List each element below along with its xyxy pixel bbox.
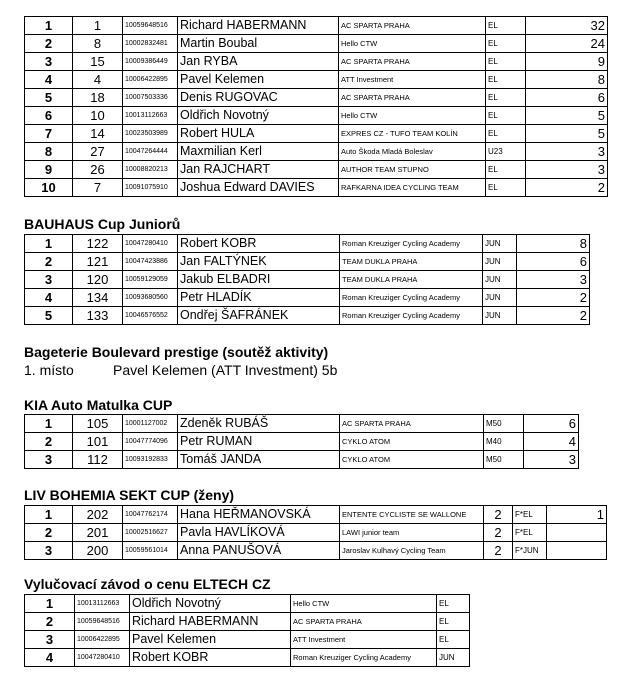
points-cell: 6 xyxy=(526,89,608,107)
team-cell: EXPRES CZ - TUFO TEAM KOLÍN xyxy=(339,125,486,143)
bageterie-place: 1. místo xyxy=(24,362,74,378)
rider-name-cell: Oldřich Novotný xyxy=(178,107,339,125)
section-title-bauhaus: BAUHAUS Cup Juniorů xyxy=(24,216,181,232)
rank-cell: 3 xyxy=(25,271,73,289)
table-row xyxy=(25,524,607,542)
uci-id-cell: 10013112663 xyxy=(75,595,130,613)
team-cell: Hello CTW xyxy=(339,35,486,53)
rank-cell: 1 xyxy=(25,17,73,35)
section-title-eltech: Vylučovací závod o cenu ELTECH CZ xyxy=(24,576,271,592)
rider-name-cell: Petr HLADÍK xyxy=(178,289,340,307)
value-cell: 2 xyxy=(484,506,513,524)
rider-name-cell: Jan RAJCHART xyxy=(178,161,339,179)
table-row xyxy=(25,595,470,613)
section-title-liv: LIV BOHEMIA SEKT CUP (ženy) xyxy=(24,487,235,503)
rider-name-cell: Jakub ELBADRI xyxy=(178,271,340,289)
points-cell: 32 xyxy=(526,17,608,35)
category-cell: EL xyxy=(486,107,526,125)
category-cell: JUN xyxy=(483,253,517,271)
table-row xyxy=(25,235,590,253)
rider-name-cell: Pavel Kelemen xyxy=(130,631,291,649)
team-cell: Auto Škoda Mladá Boleslav xyxy=(339,143,486,161)
start-number-cell: 10 xyxy=(73,107,123,125)
points-cell: 5 xyxy=(526,125,608,143)
category-cell: M40 xyxy=(484,433,524,451)
team-cell: CYKLO ATOM xyxy=(340,433,484,451)
points-cell: 3 xyxy=(526,143,608,161)
uci-id-cell: 10009386449 xyxy=(123,53,178,71)
category-cell: F*JUN xyxy=(513,542,547,560)
table-row xyxy=(25,71,608,89)
rider-name-cell: Anna PANUŠOVÁ xyxy=(178,542,340,560)
points-cell: 2 xyxy=(517,289,590,307)
rank-cell: 3 xyxy=(25,542,73,560)
start-number-cell: 8 xyxy=(73,35,123,53)
rider-name-cell: Richard HABERMANN xyxy=(178,17,339,35)
uci-id-cell: 10007503336 xyxy=(123,89,178,107)
rank-cell: 5 xyxy=(25,307,73,325)
rider-name-cell: Jan RYBA xyxy=(178,53,339,71)
points-cell: 5 xyxy=(526,107,608,125)
points-cell: 4 xyxy=(524,433,579,451)
uci-id-cell: 10046576552 xyxy=(123,307,178,325)
team-cell: CYKLO ATOM xyxy=(340,451,484,469)
uci-id-cell: 10093680560 xyxy=(123,289,178,307)
uci-id-cell: 10047264444 xyxy=(123,143,178,161)
uci-id-cell: 10006422895 xyxy=(75,631,130,649)
table-row xyxy=(25,415,579,433)
rank-cell: 9 xyxy=(25,161,73,179)
table-row xyxy=(25,542,607,560)
uci-id-cell: 10059648516 xyxy=(75,613,130,631)
start-number-cell: 15 xyxy=(73,53,123,71)
start-number-cell: 201 xyxy=(73,524,123,542)
uci-id-cell: 10023503989 xyxy=(123,125,178,143)
category-cell: JUN xyxy=(483,235,517,253)
results-table-main xyxy=(24,16,608,197)
results-table-eltech xyxy=(24,594,470,667)
team-cell: AUTHOR TEAM STUPNO xyxy=(339,161,486,179)
table-row xyxy=(25,143,608,161)
rank-cell: 8 xyxy=(25,143,73,161)
start-number-cell: 112 xyxy=(73,451,123,469)
team-cell: ATT Investment xyxy=(339,71,486,89)
section-title-kia: KIA Auto Matulka CUP xyxy=(24,397,173,413)
table-row xyxy=(25,631,470,649)
table-row xyxy=(25,271,590,289)
category-cell: EL xyxy=(486,71,526,89)
category-cell: JUN xyxy=(437,649,470,667)
table-row xyxy=(25,433,579,451)
results-table-liv xyxy=(24,505,607,560)
points-cell: 6 xyxy=(524,415,579,433)
rank-cell: 4 xyxy=(25,71,73,89)
category-cell: JUN xyxy=(483,307,517,325)
results-table-kia xyxy=(24,414,579,469)
table-row xyxy=(25,53,608,71)
category-cell: EL xyxy=(437,631,470,649)
rank-cell: 1 xyxy=(25,595,75,613)
results-table-body xyxy=(25,235,590,325)
category-cell: M50 xyxy=(484,415,524,433)
table-row xyxy=(25,35,608,53)
category-cell: EL xyxy=(486,35,526,53)
start-number-cell: 101 xyxy=(73,433,123,451)
results-table-body xyxy=(25,17,608,197)
start-number-cell: 4 xyxy=(73,71,123,89)
rank-cell: 4 xyxy=(25,289,73,307)
rider-name-cell: Zdeněk RUBÁŠ xyxy=(178,415,340,433)
table-row xyxy=(25,17,608,35)
uci-id-cell: 10047762174 xyxy=(123,506,178,524)
rider-name-cell: Denis RUGOVAC xyxy=(178,89,339,107)
points-cell xyxy=(547,542,607,560)
points-cell: 2 xyxy=(517,307,590,325)
points-cell: 1 xyxy=(547,506,607,524)
start-number-cell: 18 xyxy=(73,89,123,107)
rider-name-cell: Petr RUMAN xyxy=(178,433,340,451)
results-table-bauhaus xyxy=(24,234,590,325)
uci-id-cell: 10001127002 xyxy=(123,415,178,433)
team-cell: Jaroslav Kulhavý Cycling Team xyxy=(340,542,484,560)
table-row xyxy=(25,506,607,524)
start-number-cell: 120 xyxy=(73,271,123,289)
team-cell: LAWI junior team xyxy=(340,524,484,542)
table-row xyxy=(25,107,608,125)
category-cell: EL xyxy=(486,125,526,143)
rank-cell: 5 xyxy=(25,89,73,107)
rider-name-cell: Richard HABERMANN xyxy=(130,613,291,631)
rank-cell: 3 xyxy=(25,53,73,71)
team-cell: TEAM DUKLA PRAHA xyxy=(340,271,483,289)
rank-cell: 2 xyxy=(25,253,73,271)
category-cell: EL xyxy=(486,179,526,197)
category-cell: EL xyxy=(486,161,526,179)
start-number-cell: 105 xyxy=(73,415,123,433)
rider-name-cell: Joshua Edward DAVIES xyxy=(178,179,339,197)
start-number-cell: 14 xyxy=(73,125,123,143)
rider-name-cell: Tomáš JANDA xyxy=(178,451,340,469)
bageterie-winner: Pavel Kelemen (ATT Investment) 5b xyxy=(113,362,338,378)
table-row xyxy=(25,179,608,197)
table-row xyxy=(25,307,590,325)
uci-id-cell: 10091075910 xyxy=(123,179,178,197)
points-cell: 24 xyxy=(526,35,608,53)
rider-name-cell: Robert KOBR xyxy=(130,649,291,667)
rider-name-cell: Maxmilian Kerl xyxy=(178,143,339,161)
team-cell: ENTENTE CYCLISTE SE WALLONE xyxy=(340,506,484,524)
category-cell: EL xyxy=(437,595,470,613)
team-cell: Hello CTW xyxy=(291,595,437,613)
rider-name-cell: Oldřich Novotný xyxy=(130,595,291,613)
table-row xyxy=(25,89,608,107)
points-cell: 6 xyxy=(517,253,590,271)
team-cell: Roman Kreuziger Cycling Academy xyxy=(340,307,483,325)
points-cell: 8 xyxy=(526,71,608,89)
team-cell: AC SPARTA PRAHA xyxy=(340,415,484,433)
points-cell xyxy=(547,524,607,542)
results-table-body xyxy=(25,506,607,560)
rank-cell: 4 xyxy=(25,649,75,667)
points-cell: 9 xyxy=(526,53,608,71)
rider-name-cell: Ondřej ŠAFRÁNEK xyxy=(178,307,340,325)
uci-id-cell: 10013112663 xyxy=(123,107,178,125)
team-cell: ATT Investment xyxy=(291,631,437,649)
rank-cell: 1 xyxy=(25,415,73,433)
rank-cell: 7 xyxy=(25,125,73,143)
table-row xyxy=(25,253,590,271)
uci-id-cell: 10059129059 xyxy=(123,271,178,289)
uci-id-cell: 10047774096 xyxy=(123,433,178,451)
rider-name-cell: Pavla HAVLÍKOVÁ xyxy=(178,524,340,542)
table-row xyxy=(25,451,579,469)
rank-cell: 1 xyxy=(25,506,73,524)
uci-id-cell: 10047423886 xyxy=(123,253,178,271)
table-row xyxy=(25,613,470,631)
team-cell: Roman Kreuziger Cycling Academy xyxy=(340,235,483,253)
value-cell: 2 xyxy=(484,524,513,542)
category-cell: U23 xyxy=(486,143,526,161)
start-number-cell: 26 xyxy=(73,161,123,179)
uci-id-cell: 10047280410 xyxy=(75,649,130,667)
rider-name-cell: Martin Boubal xyxy=(178,35,339,53)
team-cell: AC SPARTA PRAHA xyxy=(339,53,486,71)
points-cell: 8 xyxy=(517,235,590,253)
team-cell: TEAM DUKLA PRAHA xyxy=(340,253,483,271)
rank-cell: 2 xyxy=(25,524,73,542)
team-cell: RAFKARNA IDEA CYCLING TEAM xyxy=(339,179,486,197)
category-cell: JUN xyxy=(483,289,517,307)
rank-cell: 1 xyxy=(25,235,73,253)
uci-id-cell: 10008820213 xyxy=(123,161,178,179)
category-cell: M50 xyxy=(484,451,524,469)
uci-id-cell: 10059648516 xyxy=(123,17,178,35)
uci-id-cell: 10002516627 xyxy=(123,524,178,542)
team-cell: Roman Kreuziger Cycling Academy xyxy=(340,289,483,307)
start-number-cell: 27 xyxy=(73,143,123,161)
category-cell: F*EL xyxy=(513,524,547,542)
rank-cell: 3 xyxy=(25,451,73,469)
rank-cell: 6 xyxy=(25,107,73,125)
start-number-cell: 7 xyxy=(73,179,123,197)
team-cell: AC SPARTA PRAHA xyxy=(339,17,486,35)
rank-cell: 10 xyxy=(25,179,73,197)
category-cell: EL xyxy=(437,613,470,631)
category-cell: EL xyxy=(486,89,526,107)
rider-name-cell: Hana HEŘMANOVSKÁ xyxy=(178,506,340,524)
team-cell: Roman Kreuziger Cycling Academy xyxy=(291,649,437,667)
start-number-cell: 202 xyxy=(73,506,123,524)
results-table-body xyxy=(25,595,470,667)
rank-cell: 2 xyxy=(25,35,73,53)
section-title-bageterie: Bageterie Boulevard prestige (soutěž aktivity) xyxy=(24,344,329,360)
uci-id-cell: 10002832481 xyxy=(123,35,178,53)
start-number-cell: 122 xyxy=(73,235,123,253)
rider-name-cell: Pavel Kelemen xyxy=(178,71,339,89)
table-row xyxy=(25,161,608,179)
points-cell: 3 xyxy=(517,271,590,289)
uci-id-cell: 10093192833 xyxy=(123,451,178,469)
start-number-cell: 133 xyxy=(73,307,123,325)
results-table-body xyxy=(25,415,579,469)
rider-name-cell: Robert HULA xyxy=(178,125,339,143)
rank-cell: 2 xyxy=(25,433,73,451)
value-cell: 2 xyxy=(484,542,513,560)
category-cell: JUN xyxy=(483,271,517,289)
start-number-cell: 121 xyxy=(73,253,123,271)
team-cell: AC SPARTA PRAHA xyxy=(339,89,486,107)
category-cell: EL xyxy=(486,53,526,71)
rank-cell: 3 xyxy=(25,631,75,649)
points-cell: 3 xyxy=(524,451,579,469)
rank-cell: 2 xyxy=(25,613,75,631)
rider-name-cell: Robert KOBR xyxy=(178,235,340,253)
start-number-cell: 1 xyxy=(73,17,123,35)
points-cell: 3 xyxy=(526,161,608,179)
points-cell: 2 xyxy=(526,179,608,197)
uci-id-cell: 10006422895 xyxy=(123,71,178,89)
table-row xyxy=(25,125,608,143)
start-number-cell: 134 xyxy=(73,289,123,307)
uci-id-cell: 10059561014 xyxy=(123,542,178,560)
category-cell: F*EL xyxy=(513,506,547,524)
category-cell: EL xyxy=(486,17,526,35)
table-row xyxy=(25,289,590,307)
start-number-cell: 200 xyxy=(73,542,123,560)
table-row xyxy=(25,649,470,667)
rider-name-cell: Jan FALTÝNEK xyxy=(178,253,340,271)
uci-id-cell: 10047280410 xyxy=(123,235,178,253)
team-cell: Hello CTW xyxy=(339,107,486,125)
team-cell: AC SPARTA PRAHA xyxy=(291,613,437,631)
